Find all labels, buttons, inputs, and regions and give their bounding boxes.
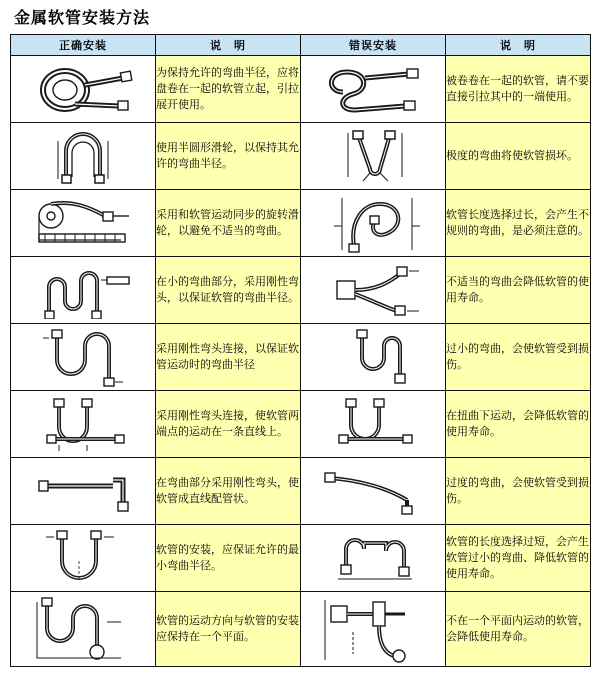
wrong-description: 过小的弯曲，会使软管受到损伤。 [446, 324, 591, 391]
table-row [11, 123, 591, 190]
wrong-description: 软管的长度选择过短，会产生软管过小的弯曲、降低软管的使用寿命。 [446, 525, 591, 592]
correct-illustration-cell [11, 257, 156, 324]
correct-illustration-cell [11, 190, 156, 257]
correct-description: 软管的安装，应保证允许的最小弯曲半径。 [156, 525, 301, 592]
correct-description: 在小的弯曲部分，采用刚性弯头，以保证软管的弯曲半径。 [156, 257, 301, 324]
page-title: 金属软管安装方法 [14, 8, 151, 27]
rigid-elbow-straight-line-icon [11, 395, 155, 453]
wrong-illustration-cell [301, 56, 446, 123]
wrong-illustration-cell [301, 190, 446, 257]
rigid-elbow-u-bend-icon [11, 326, 155, 388]
table-row [11, 391, 591, 458]
wrong-illustration-cell [301, 123, 446, 190]
correct-description: 使用半圆形滑轮，以保持其允许的弯曲半径。 [156, 123, 301, 190]
rotating-pulley-chain-icon [11, 194, 155, 252]
wrong-illustration-cell [301, 257, 446, 324]
wrong-illustration-cell [301, 592, 446, 667]
wrong-description: 在扭曲下运动，会降低软管的使用寿命。 [446, 391, 591, 458]
correct-illustration-cell [11, 324, 156, 391]
correct-illustration-cell [11, 56, 156, 123]
tangled-coiled-hose-icon [301, 60, 445, 118]
correct-illustration-cell [11, 123, 156, 190]
out-of-plane-motion-icon [301, 592, 445, 666]
improper-bend-icon [301, 261, 445, 319]
wrong-description: 软管长度选择过长，会产生不规则的弯曲，是必须注意的。 [446, 190, 591, 257]
semicircular-pulley-icon [11, 127, 155, 185]
wrong-illustration-cell [301, 458, 446, 525]
header-correct-description: 说 明 [156, 35, 301, 56]
wrong-description: 不适当的弯曲会降低软管的使用寿命。 [446, 257, 591, 324]
rigid-elbow-small-bend-icon [11, 261, 155, 319]
correct-illustration-cell [11, 592, 156, 667]
wrong-illustration-cell [301, 324, 446, 391]
table-row [11, 525, 591, 592]
wrong-description: 极度的弯曲将使软管损坏。 [446, 123, 591, 190]
minimum-bend-radius-u-icon [11, 527, 155, 589]
correct-description: 采用刚性弯头连接，使软管两端点的运动在一条直线上。 [156, 391, 301, 458]
table-row [11, 592, 591, 667]
correct-description: 采用和软管运动同步的旋转滑轮，以避免不适当的弯曲。 [156, 190, 301, 257]
wrong-description: 过度的弯曲，会使软管受到损伤。 [446, 458, 591, 525]
correct-description: 软管的运动方向与软管的安装应保持在一个平面。 [156, 592, 301, 667]
too-small-bend-icon [301, 328, 445, 386]
wrong-description: 被卷卷在一起的软管，请不要直接引拉其中的一端使用。 [446, 56, 591, 123]
twisted-u-hose-icon [301, 395, 445, 453]
table-row [11, 458, 591, 525]
sharp-v-bend-icon [301, 127, 445, 185]
wrong-illustration-cell [301, 525, 446, 592]
table-header-row [11, 35, 591, 56]
wrong-illustration-cell [301, 391, 446, 458]
table-row [11, 324, 591, 391]
table-row [11, 56, 591, 123]
same-plane-motion-icon [11, 592, 155, 666]
coiled-hose-icon [11, 60, 155, 118]
header-wrong-install: 错误安装 [301, 35, 446, 56]
table-row [11, 257, 591, 324]
correct-illustration-cell [11, 391, 156, 458]
excessive-bend-icon [301, 466, 445, 516]
correct-illustration-cell [11, 525, 156, 592]
header-correct-install: 正确安装 [11, 35, 156, 56]
correct-description: 采用刚性弯头连接，以保证软管运动时的弯曲半径 [156, 324, 301, 391]
over-length-hose-icon [301, 527, 445, 589]
straight-pipe-elbow-icon [11, 466, 155, 516]
correct-description: 为保持允许的弯曲半径，应将盘卷在一起的软管立起，引拉展开使用。 [156, 56, 301, 123]
installation-methods-table [10, 34, 591, 667]
long-loose-hose-icon [301, 192, 445, 254]
wrong-description: 不在一个平面内运动的软管，会降低使用寿命。 [446, 592, 591, 667]
table-row [11, 190, 591, 257]
header-wrong-description: 说 明 [446, 35, 591, 56]
correct-illustration-cell [11, 458, 156, 525]
correct-description: 在弯曲部分采用刚性弯头，使软管成直线配管状。 [156, 458, 301, 525]
